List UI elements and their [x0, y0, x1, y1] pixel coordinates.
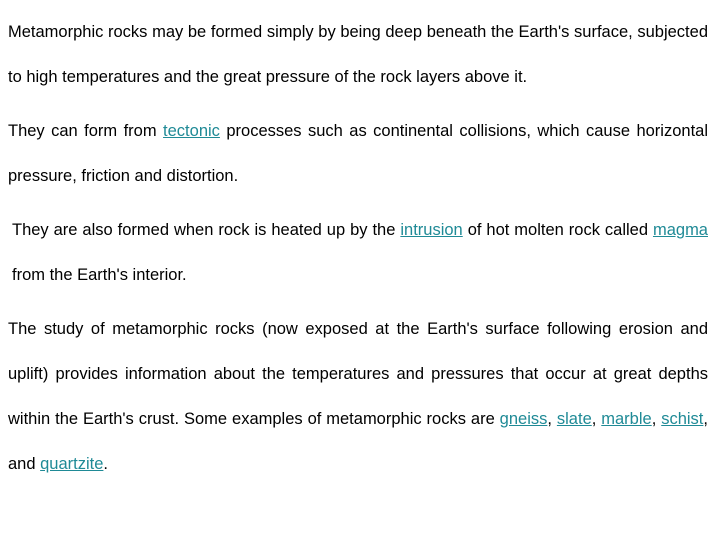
- separator: ,: [651, 410, 662, 428]
- paragraph-text: from the Earth's interior.: [12, 266, 187, 284]
- term-schist[interactable]: schist: [661, 410, 704, 428]
- term-gneiss[interactable]: gneiss: [499, 410, 548, 428]
- document-body: [8, 0, 708, 487]
- term-intrusion[interactable]: intrusion: [400, 221, 463, 239]
- paragraph-text: Metamorphic rocks may be formed simply by being deep beneath the Earth's surface, subjected to high temperatures and the great pressure of the rock layers above it.: [8, 23, 708, 86]
- paragraph-text: They are also formed when rock is heated up by the: [12, 221, 401, 239]
- sentence-end: .: [103, 455, 109, 473]
- paragraph-intrusion: [8, 208, 708, 298]
- term-magma[interactable]: magma: [652, 221, 708, 239]
- paragraph-text: processes such as continental collisions, which cause horizontal pressure, friction and distortion.: [8, 122, 709, 185]
- term-quartzite[interactable]: quartzite: [40, 455, 104, 473]
- term-slate[interactable]: slate: [556, 410, 592, 428]
- paragraph-study-examples: [8, 307, 708, 487]
- term-marble[interactable]: marble: [601, 410, 652, 428]
- paragraph-text: The study of metamorphic rocks (now exposed at the Earth's surface following erosion and uplift) provides information about the temperatures and pressures that occur at great depths within the Earth's crust. Some examples of metamorphic rocks are: [8, 320, 708, 428]
- paragraph-formation-depth: [8, 10, 708, 100]
- paragraph-text: of hot molten rock called: [462, 221, 653, 239]
- separator: , and: [8, 410, 708, 473]
- paragraph-tectonic: [8, 109, 708, 199]
- term-tectonic[interactable]: tectonic: [163, 122, 220, 140]
- separator: ,: [591, 410, 602, 428]
- paragraph-text: They can form from: [8, 122, 164, 140]
- separator: ,: [547, 410, 557, 428]
